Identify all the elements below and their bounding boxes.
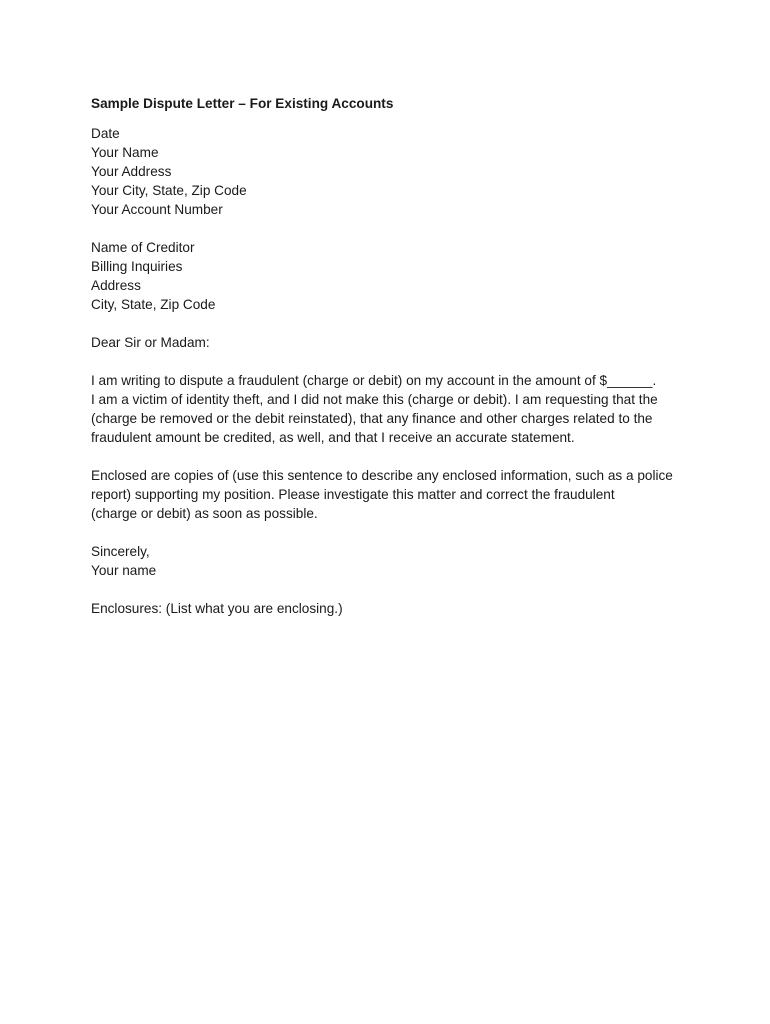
paragraph-line: Enclosed are copies of (use this sentence to describe any enclosed information, such as a police xyxy=(91,468,673,483)
paragraph-line: report) supporting my position. Please investigate this matter and correct the fraudulent xyxy=(91,487,615,502)
recipient-billing-inquiries: Billing Inquiries xyxy=(91,259,183,274)
sender-address: Your Address xyxy=(91,164,172,179)
sender-date: Date xyxy=(91,126,120,141)
body-paragraph-2 xyxy=(91,466,691,523)
recipient-block xyxy=(91,238,691,314)
sender-account-number: Your Account Number xyxy=(91,202,223,217)
paragraph-line: I am writing to dispute a fraudulent (charge or debit) on my account in the amount of $______. xyxy=(91,373,657,388)
recipient-address: Address xyxy=(91,278,141,293)
paragraph-line: (charge or debit) as soon as possible. xyxy=(91,506,318,521)
salutation: Dear Sir or Madam: xyxy=(91,335,210,350)
letter-body xyxy=(91,94,691,637)
sender-block xyxy=(91,124,691,219)
closing-signature-name: Your name xyxy=(91,563,157,578)
body-paragraph-1 xyxy=(91,371,691,447)
sender-city-state-zip: Your City, State, Zip Code xyxy=(91,183,247,198)
recipient-city-state-zip: City, State, Zip Code xyxy=(91,297,216,312)
paragraph-line: I am a victim of identity theft, and I did not make this (charge or debit). I am requesting that the xyxy=(91,392,658,407)
closing-sincerely: Sincerely, xyxy=(91,544,150,559)
paragraph-line: fraudulent amount be credited, as well, and that I receive an accurate statement. xyxy=(91,430,575,445)
paragraph-line: (charge be removed or the debit reinstated), that any finance and other charges related to the xyxy=(91,411,653,426)
letter-title: Sample Dispute Letter – For Existing Accounts xyxy=(91,96,394,111)
recipient-creditor-name: Name of Creditor xyxy=(91,240,195,255)
sender-name: Your Name xyxy=(91,145,159,160)
enclosures-line: Enclosures: (List what you are enclosing.) xyxy=(91,601,343,616)
closing-block xyxy=(91,542,691,580)
